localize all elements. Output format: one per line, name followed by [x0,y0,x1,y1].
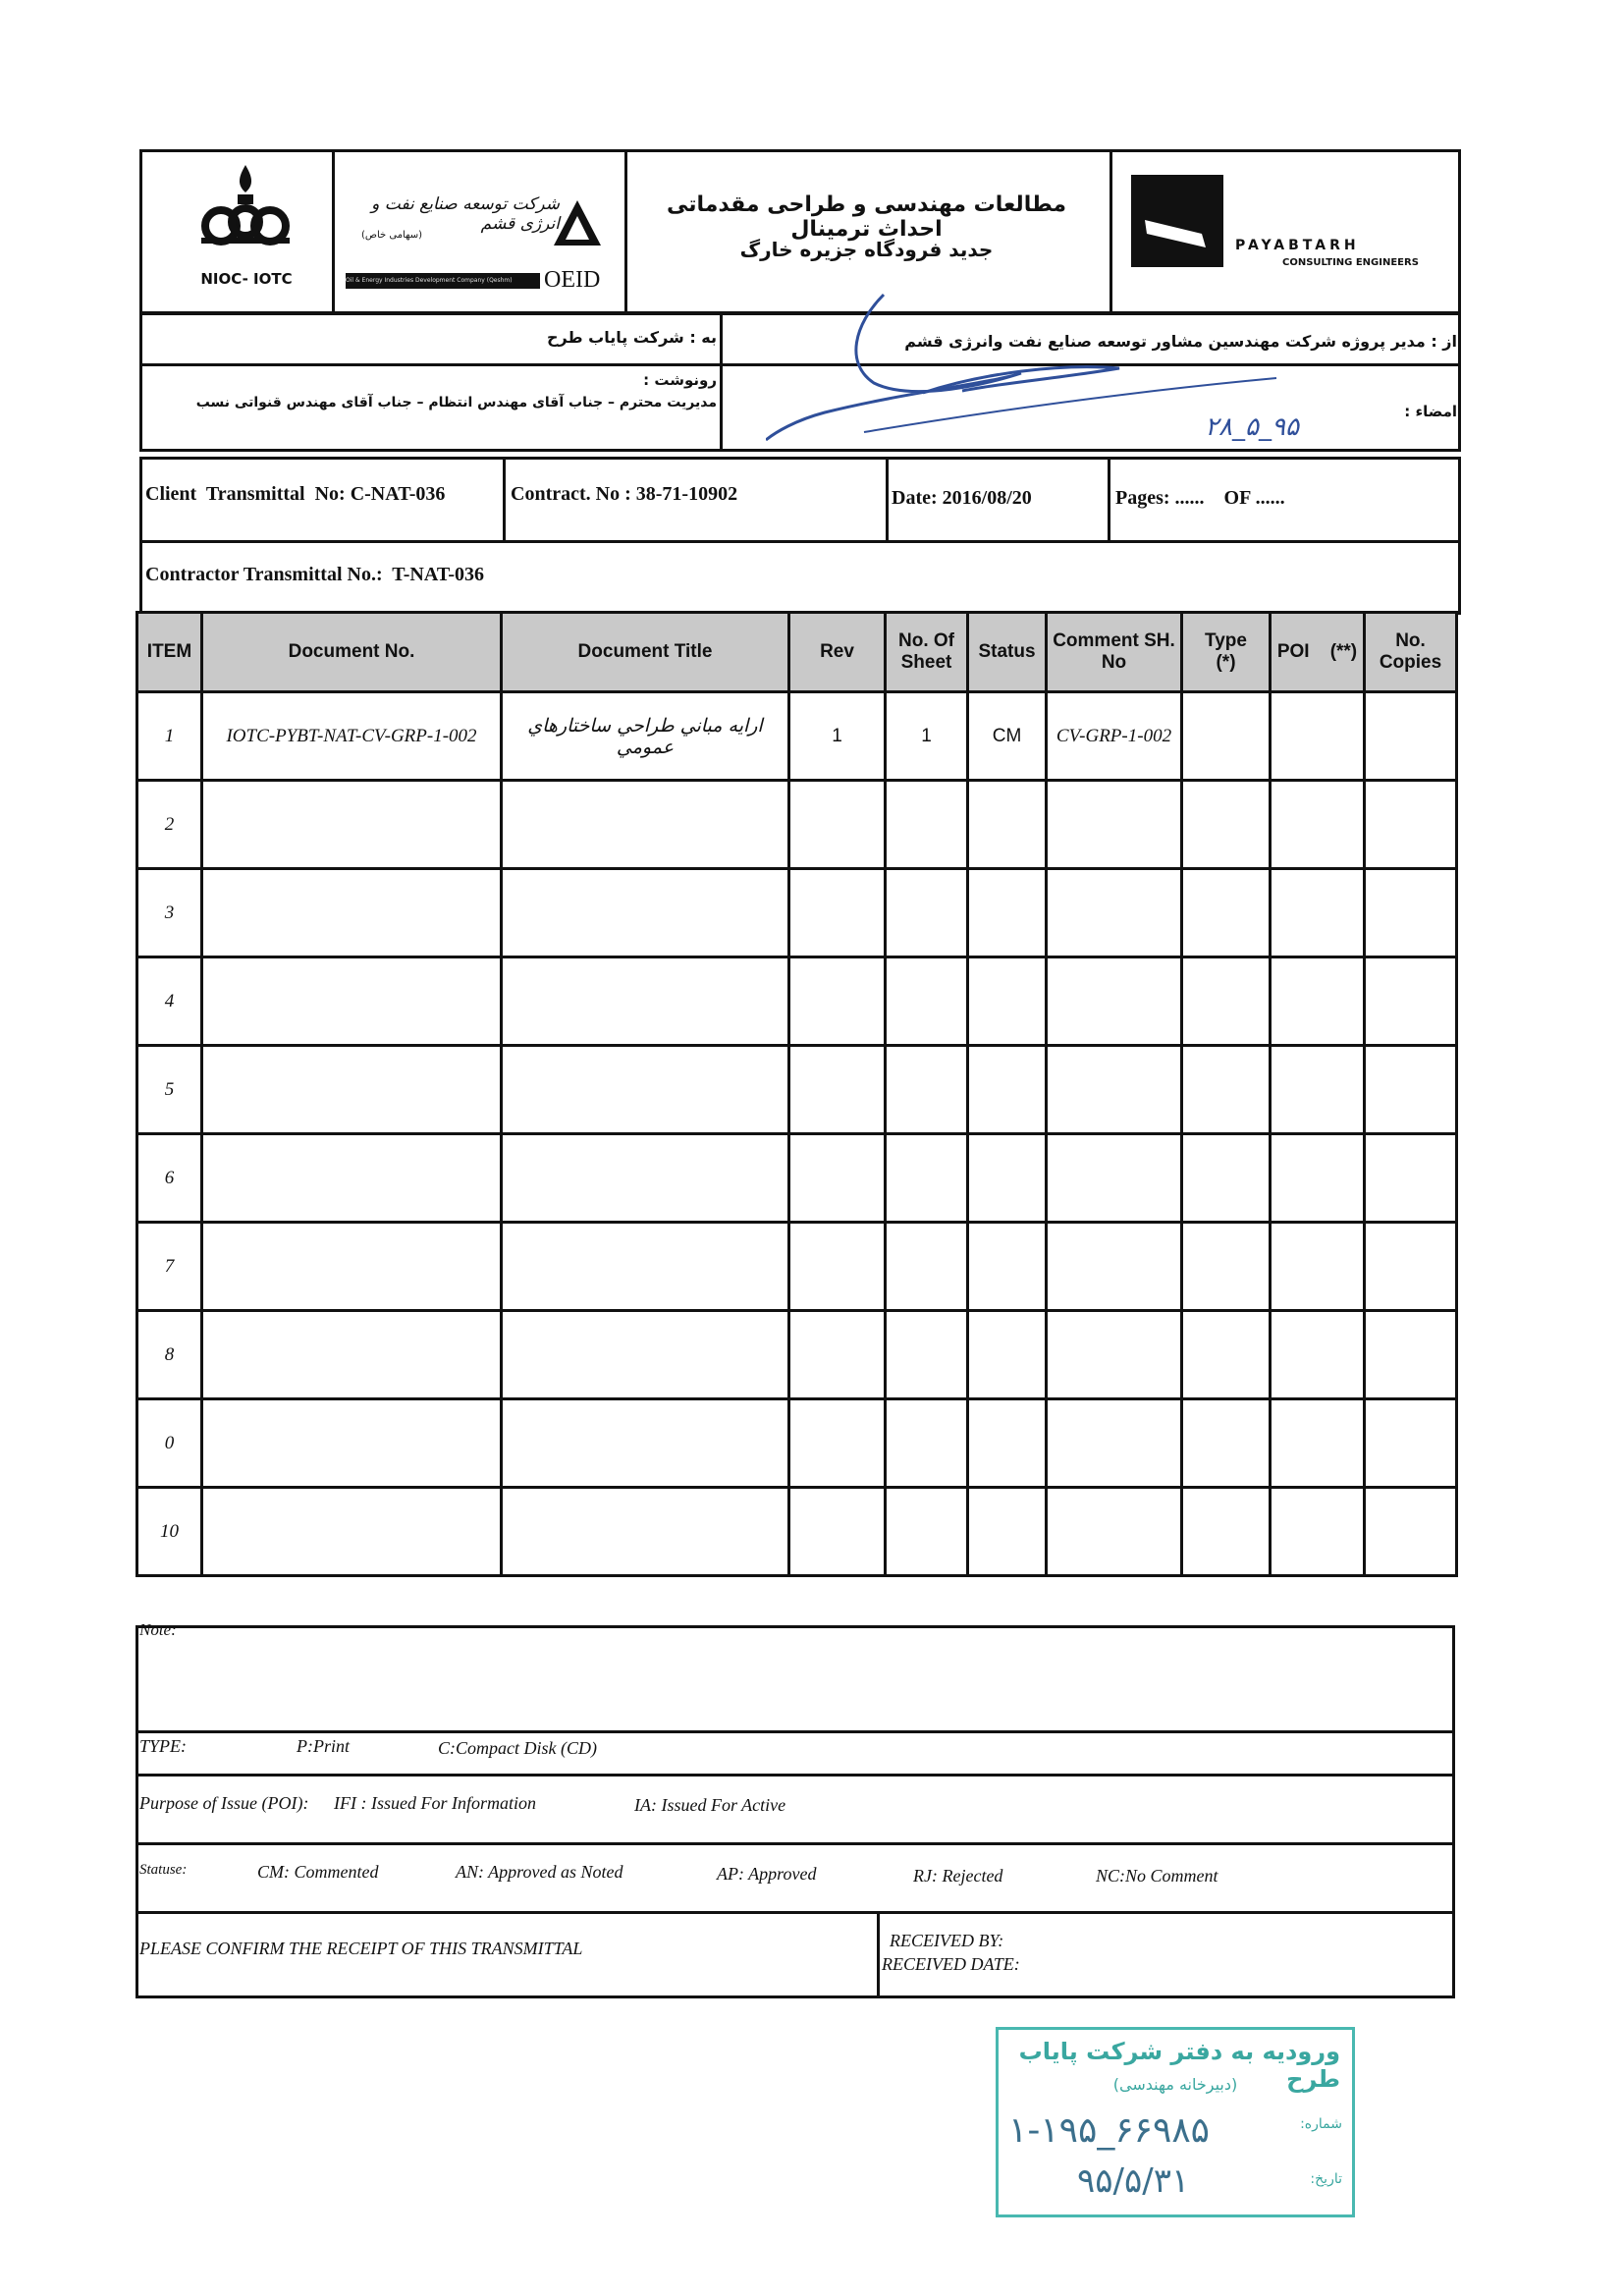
row-sheets [886,1046,968,1134]
stamp-date-label: تاریخ: [1310,2171,1342,2187]
col-header-rev: Rev [789,613,886,692]
row-type [1182,1488,1271,1576]
poi-ifi: IFI : Issued For Information [334,1793,536,1813]
stamp-date: ۹۵/۵/۳۱ [1077,2161,1190,2201]
row-doc-title [502,1046,789,1134]
row-doc-no [202,957,502,1046]
row-copies [1365,869,1457,957]
row-status [968,1046,1047,1134]
transmittal-divider-1 [503,457,506,543]
signature-date: ۹۵_۵_۲۸ [1205,412,1299,442]
row-rev [789,1223,886,1311]
row-copies [1365,781,1457,869]
row-doc-no [202,1488,502,1576]
row-status [968,957,1047,1046]
row-doc-no [202,1223,502,1311]
header-divider-1 [332,149,335,314]
table-row [137,1399,1457,1488]
col-header-copies-2: Copies [1379,652,1442,673]
row-comment-sheet [1047,1488,1182,1576]
row-rev [789,1399,886,1488]
col-header-comment [1047,613,1182,692]
oeid-company-en: Oil & Energy Industries Development Company (Qeshm) [346,273,540,289]
row-sheets: 1 [886,692,968,781]
oeid-logo-block [344,187,619,300]
row-status [968,1488,1047,1576]
row-item: 8 [137,1311,202,1399]
row-poi [1271,1046,1365,1134]
row-item: 4 [137,957,202,1046]
stamp-line2: (دبیرخانه مهندسی) [1112,2075,1238,2094]
col-header-sheets-2: Sheet [900,652,952,673]
nioc-logo [191,157,299,255]
row-doc-title [502,869,789,957]
row-sheets [886,1223,968,1311]
notes-hline-4 [135,1911,1455,1914]
row-comment-sheet [1047,1046,1182,1134]
row-type [1182,1046,1271,1134]
to-recipient: به : شرکت پایاب طرح [547,328,717,347]
col-header-copies-1: No. [1395,630,1426,651]
notes-vline [877,1911,880,1998]
row-status [968,1399,1047,1488]
row-copies [1365,1046,1457,1134]
row-doc-no [202,781,502,869]
row-copies [1365,1488,1457,1576]
notes-hline-2 [135,1774,1455,1777]
poi-label: Purpose of Issue (POI): [139,1793,309,1813]
transmittal-divider-2 [886,457,889,543]
notes-hline-1 [135,1730,1455,1733]
note-label: Note: [139,1620,177,1639]
row-sheets [886,1134,968,1223]
row-poi [1271,1223,1365,1311]
stamp-number: ۱-۱۹۵_۶۶۹۸۵ [1008,2110,1211,2151]
row-copies [1365,1223,1457,1311]
row-type [1182,692,1271,781]
row-copies [1365,957,1457,1046]
documents-table [135,611,1458,1577]
row-item: 0 [137,1399,202,1488]
received-date: RECEIVED DATE: [882,1954,1020,1974]
type-print: P:Print [297,1736,350,1756]
row-doc-title [502,1488,789,1576]
row-type [1182,957,1271,1046]
row-comment-sheet [1047,1311,1182,1399]
row-status [968,869,1047,957]
row-item: 1 [137,692,202,781]
table-row [137,1223,1457,1311]
contract-no: Contract. No : 38-71-10902 [511,483,738,505]
status-ap: AP: Approved [717,1864,817,1884]
row-status [968,781,1047,869]
receipt-stamp [996,2027,1355,2217]
col-header-copies [1365,613,1457,692]
row-rev [789,1488,886,1576]
row-sheets [886,869,968,957]
oeid-company-fa: شرکت توسعه صنایع نفت و انرژی قشم [371,194,560,234]
row-doc-title [502,1399,789,1488]
table-row [137,1046,1457,1134]
row-status [968,1311,1047,1399]
notes-hline-3 [135,1842,1455,1845]
status-nc: NC:No Comment [1096,1866,1218,1886]
row-sheets [886,957,968,1046]
row-item: 5 [137,1046,202,1134]
stamp-line1: ورودیه به دفتر شرکت پایاب طرح [1018,2038,1340,2093]
oeid-triangle-icon [552,198,603,247]
col-header-type-1: Type [1205,630,1247,651]
row-poi [1271,1399,1365,1488]
row-rev [789,1134,886,1223]
table-row [137,781,1457,869]
payabtarh-sub: CONSULTING ENGINEERS [1282,257,1419,268]
row-status [968,1223,1047,1311]
project-title-line2: جدید فرودگاه جزیره خارگ [739,238,994,261]
received-by: RECEIVED BY: [890,1931,1004,1950]
row-sheets [886,1399,968,1488]
status-cm: CM: Commented [257,1862,379,1882]
poi-ia: IA: Issued For Active [634,1795,786,1815]
row-doc-no [202,1046,502,1134]
row-doc-no [202,1311,502,1399]
row-item: 10 [137,1488,202,1576]
status-label: Statuse: [139,1862,188,1878]
row-doc-title [502,957,789,1046]
row-status [968,1134,1047,1223]
col-header-item: ITEM [137,613,202,692]
row-comment-sheet [1047,957,1182,1046]
row-poi [1271,1134,1365,1223]
col-header-type-2: (*) [1216,652,1236,673]
row-comment-sheet [1047,1134,1182,1223]
row-item: 6 [137,1134,202,1223]
routing-vline [720,312,723,452]
col-header-type [1182,613,1271,692]
header-divider-2 [624,149,627,314]
table-row [137,869,1457,957]
row-sheets [886,1488,968,1576]
table-row [137,1311,1457,1399]
row-comment-sheet: CV-GRP-1-002 [1047,692,1182,781]
row-type [1182,1311,1271,1399]
row-type [1182,1134,1271,1223]
row-comment-sheet [1047,781,1182,869]
oeid-label: OEID [544,267,601,293]
payabtarh-name: PAYABTARH [1235,238,1360,253]
row-item: 3 [137,869,202,957]
row-copies [1365,692,1457,781]
row-type [1182,869,1271,957]
project-title-line1: مطالعات مهندسی و طراحی مقدماتی احداث ترمینال [666,192,1067,242]
row-sheets [886,1311,968,1399]
type-label: TYPE: [139,1736,188,1756]
row-rev [789,957,886,1046]
row-doc-no: IOTC-PYBT-NAT-CV-GRP-1-002 [202,692,502,781]
col-header-comment-2: No [1101,652,1127,673]
row-type [1182,1223,1271,1311]
table-row [137,692,1457,781]
row-poi [1271,1311,1365,1399]
from-sender: از : مدیر پروژه شرکت مهندسین مشاور توسعه صنایع نفت وانرژی قشم [904,332,1457,351]
row-doc-title [502,1311,789,1399]
table-row [137,1134,1457,1223]
col-header-doc-title: Document Title [502,613,789,692]
stamp-number-label: شماره: [1300,2116,1342,2132]
row-doc-title: ارايه مباني طراحي ساختارهاي عمومي [502,692,789,781]
row-doc-no [202,1134,502,1223]
signature-label: امضاء : [1404,403,1457,420]
col-header-poi: POI (**) [1271,613,1365,692]
type-cd: C:Compact Disk (CD) [438,1738,597,1758]
confirm-receipt: PLEASE CONFIRM THE RECEIPT OF THIS TRANSMITTAL [139,1939,583,1958]
row-comment-sheet [1047,1399,1182,1488]
row-rev [789,1046,886,1134]
status-rj: RJ: Rejected [913,1866,1003,1886]
oeid-company-sub-fa: (سهامی خاص) [360,230,422,241]
payabtarh-logo-icon [1131,175,1223,267]
row-doc-no [202,869,502,957]
row-copies [1365,1311,1457,1399]
cc-label: رونوشت : [643,371,717,389]
row-poi [1271,957,1365,1046]
row-comment-sheet [1047,1223,1182,1311]
row-comment-sheet [1047,869,1182,957]
row-doc-title [502,781,789,869]
col-header-comment-1: Comment SH. [1053,630,1175,651]
row-poi [1271,1488,1365,1576]
table-row [137,1488,1457,1576]
row-rev: 1 [789,692,886,781]
row-copies [1365,1399,1457,1488]
row-copies [1365,1134,1457,1223]
row-poi [1271,781,1365,869]
table-row [137,957,1457,1046]
row-rev [789,781,886,869]
col-header-sheets-1: No. Of [898,630,954,651]
row-rev [789,869,886,957]
cc-text: مدیریت محترم – جناب آقای مهندس انتظام – جناب آقای مهندس قنواتی نسب [195,395,717,410]
status-an: AN: Approved as Noted [456,1862,623,1882]
nioc-label: NIOC- IOTC [200,270,293,288]
transmittal-divider-3 [1108,457,1110,543]
row-item: 2 [137,781,202,869]
table-header-row [137,613,1457,692]
contractor-transmittal-no: Contractor Transmittal No.: T-NAT-036 [145,564,484,585]
row-doc-title [502,1134,789,1223]
row-poi [1271,692,1365,781]
row-type [1182,781,1271,869]
row-status: CM [968,692,1047,781]
pages-count: Pages: ...... OF ...... [1115,487,1285,509]
row-rev [789,1311,886,1399]
row-type [1182,1399,1271,1488]
client-transmittal-no: Client Transmittal No: C-NAT-036 [145,483,446,505]
col-header-sheets [886,613,968,692]
row-poi [1271,869,1365,957]
row-sheets [886,781,968,869]
row-doc-title [502,1223,789,1311]
col-header-status: Status [968,613,1047,692]
row-item: 7 [137,1223,202,1311]
row-doc-no [202,1399,502,1488]
transmittal-date: Date: 2016/08/20 [892,487,1032,509]
col-header-doc-no: Document No. [202,613,502,692]
